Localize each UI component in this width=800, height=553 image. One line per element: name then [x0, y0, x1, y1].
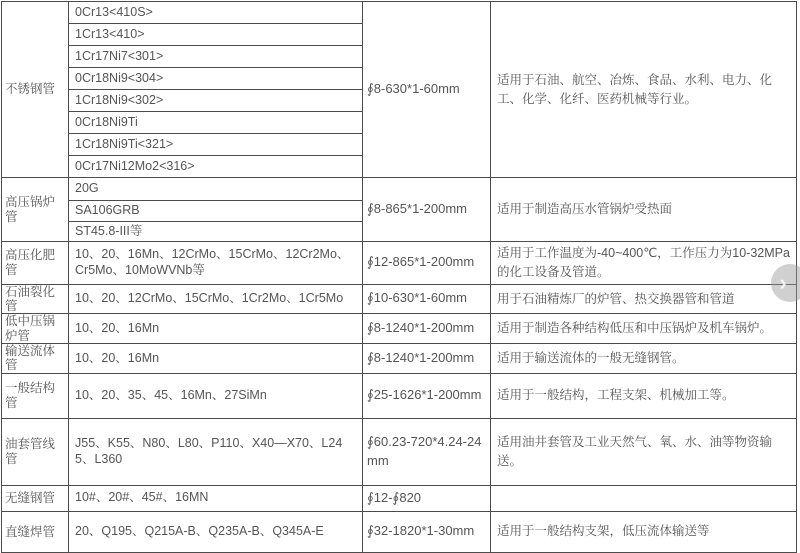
- grade-cell: 0Cr18Ni9<304>: [69, 68, 363, 90]
- grade-cell: SA106GRB: [69, 201, 363, 222]
- table-row: [2, 178, 797, 201]
- category-cell: 石油裂化管: [2, 284, 69, 314]
- grade-cell: 1Cr13<410>: [69, 24, 363, 46]
- grade-cell: 10、20、16Mn: [69, 344, 363, 374]
- steel-pipe-spec-table: [1, 1, 797, 553]
- category-cell: 一般结构管: [2, 373, 69, 418]
- usage-cell: [491, 485, 797, 511]
- usage-cell: 适用于工作温度为-40~400℃，工作压力为10-32MPa的化工设备及管道。: [491, 242, 797, 285]
- table-row: [2, 373, 797, 418]
- category-cell: 直缝焊管: [2, 511, 69, 552]
- grade-cell: 20、Q195、Q215A-B、Q235A-B、Q345A-E: [69, 511, 363, 552]
- table-row: [2, 485, 797, 511]
- grade-cell: 1Cr17Ni7<301>: [69, 46, 363, 68]
- size-cell: ∮60.23-720*4.24-24mm: [363, 418, 491, 485]
- size-cell: ∮12-∮820: [363, 485, 491, 511]
- chevron-right-icon: ›: [779, 270, 787, 295]
- size-cell: ∮8-630*1-60mm: [363, 2, 491, 178]
- grade-cell: 0Cr17Ni12Mo2<316>: [69, 156, 363, 178]
- table-row: [2, 418, 797, 485]
- usage-cell: 适用于制造高压水管锅炉受热面: [491, 178, 797, 242]
- usage-cell: 适用于石油、航空、冶炼、食品、水利、电力、化工、化学、化纤、医药机械等行业。: [491, 2, 797, 178]
- grade-cell: 10#、20#、45#、16MN: [69, 485, 363, 511]
- page: [0, 1, 800, 546]
- size-cell: ∮8-1240*1-200mm: [363, 314, 491, 344]
- usage-cell: 适用于一般结构支架，低压流体输送等: [491, 511, 797, 552]
- table-row: [2, 2, 797, 24]
- grade-cell: 20G: [69, 178, 363, 201]
- grade-cell: 10、20、16Mn: [69, 314, 363, 344]
- grade-cell: 0Cr18Ni9Ti: [69, 112, 363, 134]
- size-cell: ∮25-1626*1-200mm: [363, 373, 491, 418]
- size-cell: ∮12-865*1-200mm: [363, 242, 491, 285]
- usage-cell: 用于石油精炼厂的炉管、热交换器管和管道: [491, 284, 797, 314]
- size-cell: ∮10-630*1-60mm: [363, 284, 491, 314]
- category-cell: 油套管线管: [2, 418, 69, 485]
- size-cell: ∮8-1240*1-200mm: [363, 344, 491, 374]
- category-cell: 输送流体管: [2, 344, 69, 374]
- size-cell: ∮32-1820*1-30mm: [363, 511, 491, 552]
- category-cell: 无缝钢管: [2, 485, 69, 511]
- table-row: [2, 344, 797, 374]
- usage-cell: 适用于制造各种结构低压和中压锅炉及机车锅炉。: [491, 314, 797, 344]
- grade-cell: 10、20、16Mn、12CrMo、15CrMo、12Cr2Mo、Cr5Mo、10MoWVNb等: [69, 242, 363, 285]
- table-row: [2, 314, 797, 344]
- table-row: [2, 284, 797, 314]
- usage-cell: 适用于一般结构，工程支架、机械加工等。: [491, 373, 797, 418]
- usage-cell: 适用于输送流体的一般无缝钢管。: [491, 344, 797, 374]
- grade-cell: 1Cr18Ni9<302>: [69, 90, 363, 112]
- grade-cell: 10、20、35、45、16Mn、27SiMn: [69, 373, 363, 418]
- grade-cell: 0Cr13<410S>: [69, 2, 363, 24]
- category-cell: 高压锅炉管: [2, 178, 69, 242]
- category-cell: 低中压锅炉管: [2, 314, 69, 344]
- category-cell: 高压化肥管: [2, 242, 69, 285]
- grade-cell: ST45.8-III等: [69, 222, 363, 242]
- usage-cell: 适用油井套管及工业天然气、氧、水、油等物资输送。: [491, 418, 797, 485]
- table-row: [2, 242, 797, 285]
- grade-cell: J55、K55、N80、L80、P110、X40—X70、L245、L360: [69, 418, 363, 485]
- category-cell: 不锈钢管: [2, 2, 69, 178]
- grade-cell: 1Cr18Ni9Ti<321>: [69, 134, 363, 156]
- table-row: [2, 511, 797, 552]
- grade-cell: 10、20、12CrMo、15CrMo、1Cr2Mo、1Cr5Mo: [69, 284, 363, 314]
- size-cell: ∮8-865*1-200mm: [363, 178, 491, 242]
